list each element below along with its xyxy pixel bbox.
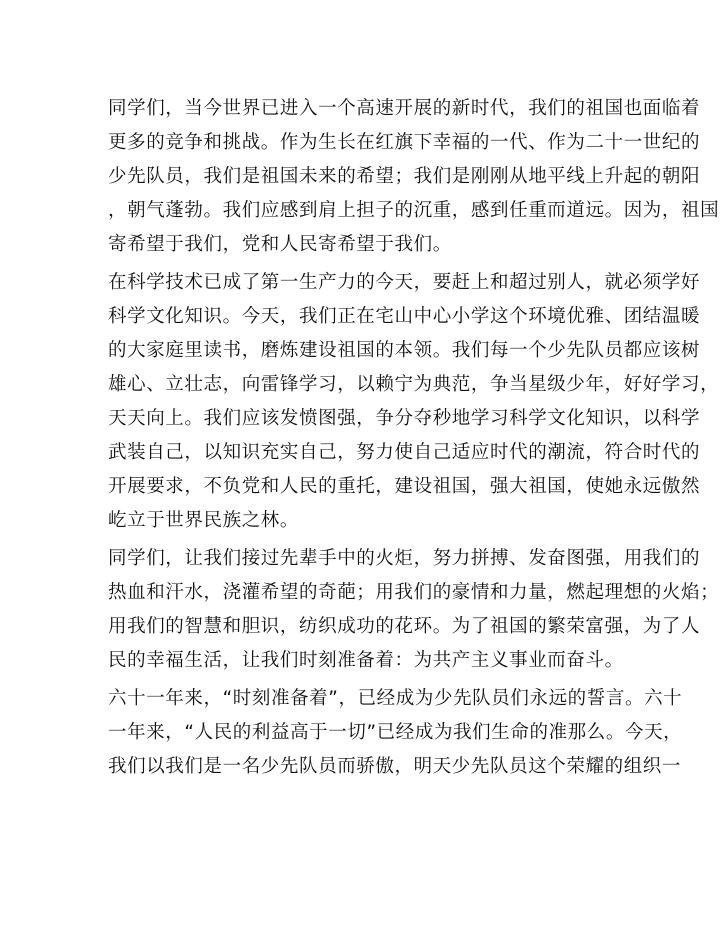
text-line: 科学文化知识。今天，我们正在宅山中心小学这个环境优雅、团结温暖 — [108, 306, 701, 327]
text-line: 天天向上。我们应该发愤图强，争分夺秒地学习科学文化知识，以科学 — [108, 408, 701, 429]
text-line: 开展要求，不负党和人民的重托，建设祖国，强大祖国，使她永远傲然 — [108, 476, 701, 497]
text-line: 一年来，“人民的利益高于一切”已经成为我们生命的准那么。今天， — [108, 722, 683, 743]
text-line: 同学们，让我们接过先辈手中的火炬，努力拼搏、发奋图强，用我们的 — [108, 548, 701, 569]
text-line: 同学们，当今世界已进入一个高速开展的新时代，我们的祖国也面临着 — [108, 98, 701, 119]
text-line: ，朝气蓬勃。我们应感到肩上担子的沉重，感到任重而道远。因为，祖国 — [108, 200, 720, 221]
text-line: 屹立于世界民族之林。 — [108, 510, 300, 531]
text-line: 少先队员，我们是祖国未来的希望；我们是刚刚从地平线上升起的朝阳 — [108, 166, 701, 187]
text-line: 我们以我们是一名少先队员而骄傲，明天少先队员这个荣耀的组织一 — [108, 756, 682, 777]
text-line: 武装自己，以知识充实自己，努力使自己适应时代的潮流，符合时代的 — [108, 442, 701, 463]
text-line: 寄希望于我们，党和人民寄希望于我们。 — [108, 234, 452, 255]
text-line: 用我们的智慧和胆识，纺织成功的花环。为了祖国的繁荣富强，为了人 — [108, 616, 701, 637]
text-line: 更多的竞争和挑战。作为生长在红旗下幸福的一代、作为二十一世纪的 — [108, 132, 701, 153]
text-line: 民的幸福生活，让我们时刻准备着：为共产主义事业而奋斗。 — [108, 650, 624, 671]
text-line: 热血和汗水，浇灌希望的奇葩；用我们的豪情和力量，燃起理想的火焰； — [108, 582, 720, 603]
text-line: 的大家庭里读书，磨炼建设祖国的本领。我们每一个少先队员都应该树 — [108, 340, 701, 361]
text-line: 雄心、立壮志，向雷锋学习，以赖宁为典范，争当星级少年，好好学习， — [108, 374, 720, 395]
text-line: 六十一年来，“时刻准备着”，已经成为少先队员们永远的誓言。六十 — [108, 688, 683, 709]
text-line: 在科学技术已成了第一生产力的今天，要赶上和超过别人，就必须学好 — [108, 272, 701, 293]
